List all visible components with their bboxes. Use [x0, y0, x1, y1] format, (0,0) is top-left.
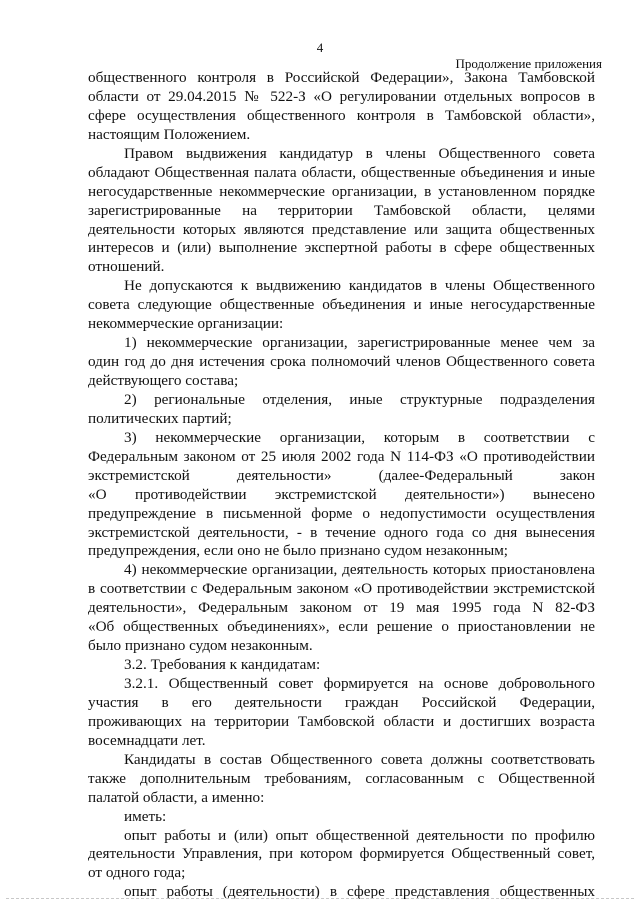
text-line: опыт работы (деятельности) в сфере представления общественных — [124, 883, 595, 901]
document-body — [88, 69, 595, 902]
text-line: деятельности которых являются представление или защита общественных — [88, 220, 595, 238]
text-line: негосударственные некоммерческие организации, в установленном порядке — [88, 182, 595, 200]
text-line: действующего состава; — [88, 372, 239, 389]
text-line: Федеральным законом от 25 июля 2002 года N 114-ФЗ «О противодействии — [88, 447, 595, 465]
text-line: 3.2. Требования к кандидатам: — [124, 656, 321, 674]
text-line: иметь: — [124, 807, 167, 825]
text-line: общественного контроля в Российской Федерации», Закона Тамбовской — [88, 69, 595, 86]
header-note: Продолжение приложения — [455, 56, 602, 71]
text-line: деятельности», Федеральным законом от 19 мая 1995 года N 82-ФЗ — [88, 599, 595, 617]
text-line: один год до дня истечения срока полномочий членов Общественного совета — [88, 353, 595, 371]
text-line: зарегистрированные на территории Тамбовской области, целями — [88, 201, 595, 219]
text-line: участия в его деятельности граждан Российской Федерации, — [88, 693, 595, 711]
text-line: совета следующие общественные объединения и иные негосударственные — [88, 296, 595, 314]
text-line: предупреждения, если оно не было признано судом незаконным; — [88, 542, 509, 560]
text-line: опыт работы и (или) опыт общественной деятельности по профилю — [124, 826, 595, 844]
text-line: экстремистской деятельности» (далее-Федеральный закон — [88, 466, 595, 484]
text-line: 3.2.1. Общественный совет формируется на основе добровольного — [124, 675, 595, 692]
text-line: восемнадцати лет. — [88, 731, 206, 749]
text-line: 1) некоммерческие организации, зарегистрированные менее чем за — [124, 334, 595, 352]
text-line: Не допускаются к выдвижению кандидатов в члены Общественного — [124, 277, 595, 295]
text-line: также дополнительным требованиям, согласованным с Общественной — [88, 769, 595, 787]
text-line: «Об общественных объединениях», если решение о приостановлении не — [88, 618, 595, 636]
text-line: 4) некоммерческие организации, деятельность которых приостановлена — [124, 561, 595, 579]
text-line: Кандидаты в состав Общественного совета должны соответствовать — [124, 750, 595, 768]
text-line: палатой области, а именно: — [88, 788, 265, 806]
text-line: 3) некоммерческие организации, которым в соответствии с — [124, 428, 595, 446]
text-line: 2) региональные отделения, иные структурные подразделения — [124, 390, 595, 408]
text-line: отношений. — [88, 258, 165, 276]
text-line: интересов и (или) выполнение экспертной работы в сфере общественных — [88, 239, 595, 257]
text-line: настоящим Положением. — [88, 125, 251, 143]
text-line: обладают Общественная палата области, общественные объединения и иные — [88, 163, 595, 181]
text-line: от одного года; — [88, 864, 186, 882]
text-line: предупреждение в письменной форме о недопустимости осуществления — [88, 504, 595, 522]
text-line: сфере осуществления общественного контроля в Тамбовской области», — [88, 106, 595, 124]
page-number: 4 — [316, 40, 324, 55]
bottom-divider — [6, 898, 634, 899]
text-line: в соответствии с Федеральным законом «О противодействии экстремистской — [88, 580, 595, 598]
text-line: некоммерческие организации: — [88, 315, 284, 333]
text-line: было признано судом незаконным. — [88, 637, 313, 655]
text-line: проживающих на территории Тамбовской области и достигших возраста — [88, 712, 595, 730]
text-line: области от 29.04.2015 № 522-З «О регулировании отдельных вопросов в — [88, 87, 595, 105]
text-line: деятельности Управления, при котором формируется Общественный совет, — [88, 845, 595, 863]
text-line: политических партий; — [88, 409, 232, 427]
text-line: «О противодействии экстремистской деятельности») вынесено — [88, 485, 595, 503]
text-line: экстремистской деятельности, - в течение одного года со дня вынесения — [88, 523, 595, 541]
text-line: Правом выдвижения кандидатур в члены Общественного совета — [124, 144, 595, 162]
